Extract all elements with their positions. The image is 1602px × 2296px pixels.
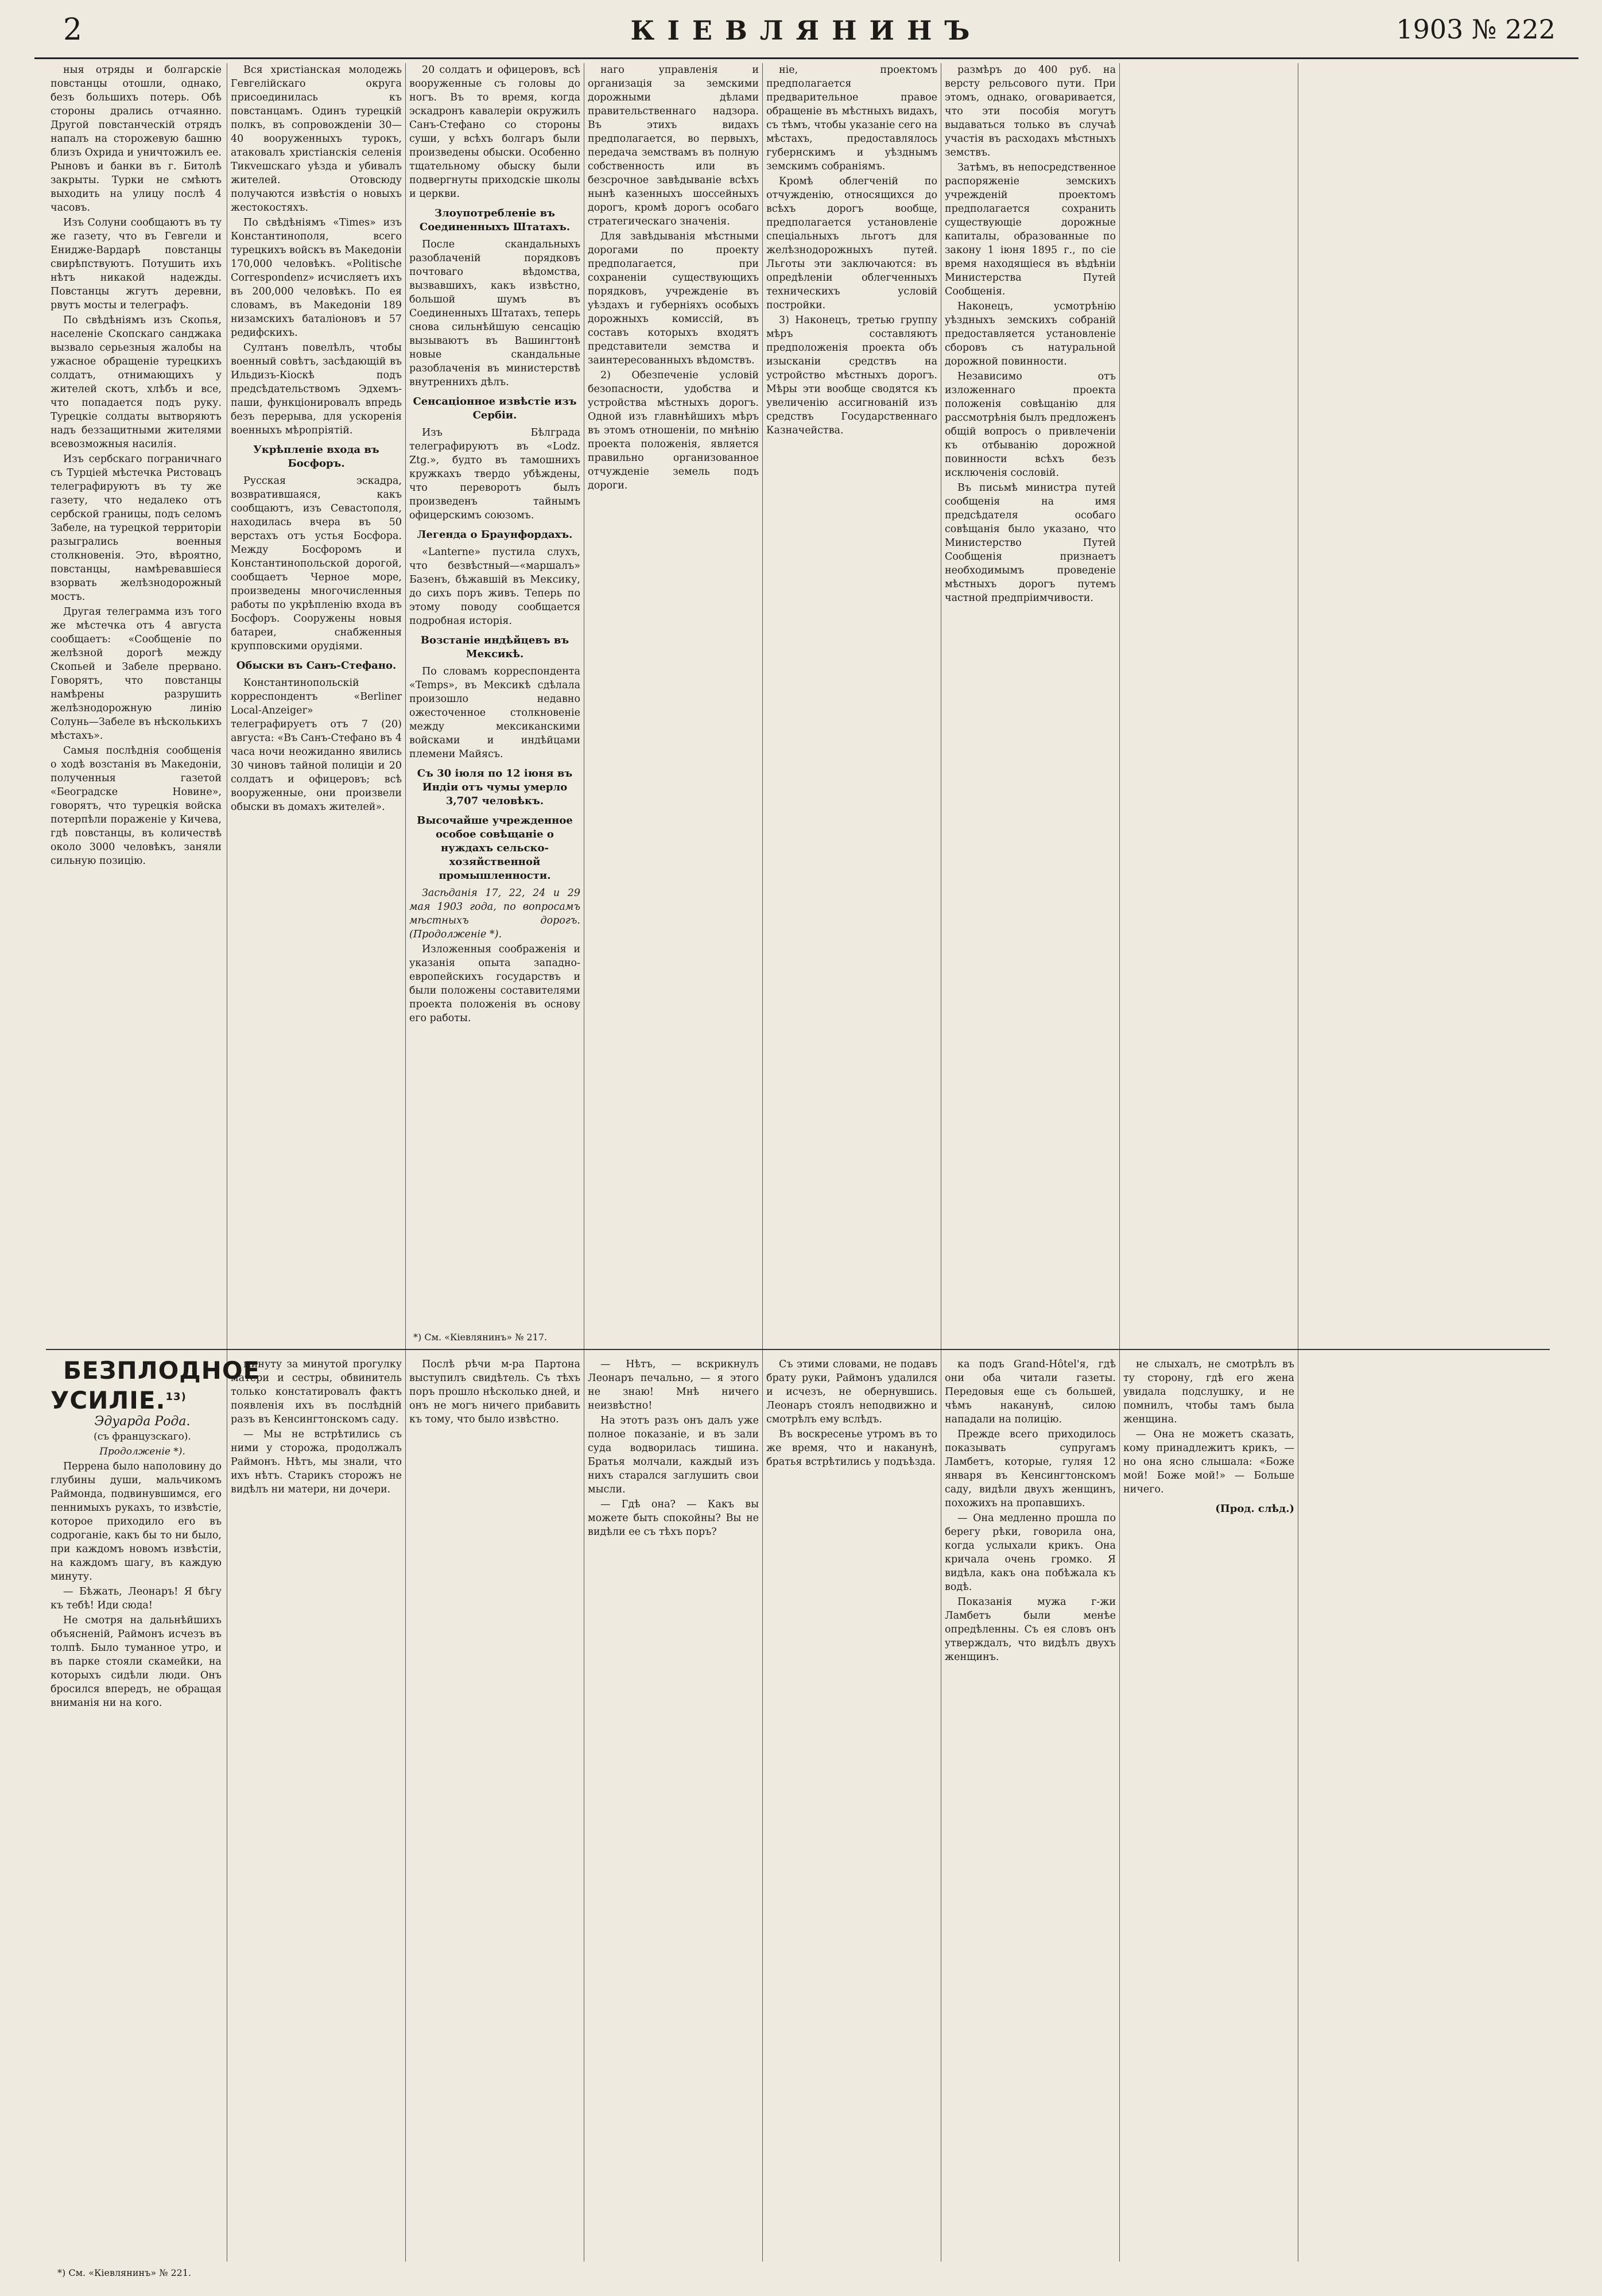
article-paragraph: Наконецъ, усмотрѣнію уѣздныхъ земскихъ собраній предоставляется установленіе сборовъ съ натуральной дорожной повинности. (945, 301, 1116, 367)
column-4 (588, 63, 759, 1340)
serial-continuation: Продолженіе *). (99, 1446, 185, 1457)
masthead (34, 0, 1578, 59)
council-heading: Высочайше учрежденное особое совѣщаніе о нуждахъ сельско-хозяйственной промышленности. (417, 815, 573, 882)
serial-end-mark: (Прод. слѣд.) (1215, 1503, 1294, 1515)
article-heading: Легенда о Браунфордахъ. (417, 529, 573, 541)
article-heading: Сенсаціонное извѣстіе изъ Сербіи. (413, 395, 577, 421)
serial-paragraph: Показанія мужа г-жи Ламбетъ были менѣе опредѣленны. Съ ея словъ онъ утверждалъ, что видѣлъ двухъ женщинъ. (945, 1596, 1116, 1663)
serial-paragraph: Послѣ рѣчи м-ра Партона выступилъ свидѣтель. Съ тѣхъ поръ прошло нѣсколько дней, и онъ не могъ ничего прибавить къ тому, что было извѣстно. (409, 1359, 580, 1425)
serial-paragraph: — Бѣжать, Леонаръ! Я бѣгу къ тебѣ! Иди сюда! (51, 1586, 222, 1611)
article-paragraph: 20 солдатъ и офицеровъ, всѣ вооруженные съ головы до ногъ. Въ то время, когда эскадронъ кавалеріи окружилъ Санъ-Стефано со стороны суши, у всѣхъ болгаръ были произведены обыски. Особенно тщательному обыску были подвергнуты приходскіе школы и церкви. (409, 64, 580, 200)
serial-column-4 (588, 1358, 759, 2262)
newspaper-title: КІЕВЛЯНИНЪ (630, 15, 983, 46)
serial-paragraph: Прежде всего приходилось показывать супругамъ Ламбетъ, которые, гуляя 12 января въ Кенсингтонскомъ саду, видѣли двухъ женщинъ, похожихъ на пропавшихъ. (945, 1429, 1116, 1509)
serial-paragraph: На этотъ разъ онъ далъ уже полное показаніе, и въ зали суда водворилась тишина. Братья молчали, каждый изъ нихъ старался заглушить свои мысли. (588, 1415, 759, 1495)
plague-notice: Съ 30 іюля по 12 іюня въ Индіи отъ чумы умерло 3,707 человѣкъ. (417, 767, 573, 807)
article-heading: Возстаніе индѣйцевъ въ Мексикѣ. (420, 634, 569, 660)
article-paragraph: Константинопольскій корреспондентъ «Berliner Local-Anzeiger» телеграфируетъ отъ 7 (20) августа: «Въ Санъ-Стефано въ 4 часа ночи неожиданно явились 30 чиновъ тайной полиціи и 20 солдатъ и офицеровъ; всѣ вооруженные, они произвели обыски въ домахъ жителей». (231, 677, 402, 813)
serial-paragraph: Перрена было наполовину до глубины души, мальчикомъ Раймонда, подвинувшимся, его пеннимыхъ рукахъ, то извѣстіе, которое приходило его въ содроганіе, какъ бы то ни было, при каждомъ новомъ извѣстіи, на каждомъ шагу, въ каждую минуту. (51, 1461, 222, 1583)
serial-paragraph: Съ этими словами, не подавъ брату руки, Раймонъ удалился и исчезъ, не обернувшись. Леонаръ стоялъ неподвижно и смотрѣлъ ему вслѣдъ. (766, 1359, 937, 1425)
article-paragraph: Изъ Бѣлграда телеграфируютъ въ «Lodz. Ztg.», будто въ тамошнихъ кружкахъ твердо убѣждены, что переворотъ былъ произведенъ тайнымъ офицерскимъ союзомъ. (409, 427, 580, 521)
article-paragraph: Изложенныя соображенія и указанія опыта западно-европейскихъ государствъ и были положены составителями проекта положенія въ основу его работы. (409, 944, 580, 1024)
council-subheading: Засѣданія 17, 22, 24 и 29 мая 1903 года, по вопросамъ мѣстныхъ дорогъ. (Продолженіе *). (409, 887, 580, 940)
serial-paragraph: Не смотря на дальнѣйшихъ объясненій, Раймонъ исчезъ въ толпѣ. Было туманное утро, и въ парке стояли скамейки, на которыхъ сидѣли люди. Онъ бросился впередъ, не обращая вниманія ни на кого. (51, 1615, 222, 1709)
article-heading: Укрѣпленіе входа въ Босфоръ. (253, 444, 379, 470)
serial-paragraph: — Она медленно прошла по берегу рѣки, говорила она, когда услыхали крикъ. Она кричала очень громко. Я видѣла, какъ она побѣжала къ водѣ. (945, 1512, 1116, 1593)
article-paragraph: По словамъ корреспондента «Temps», въ Мексикѣ сдѣлала произошло недавно ожесточенное столкновеніе между мексиканскими войсками и индѣйцами племени Майясъ. (409, 666, 580, 760)
serial-column-3 (409, 1358, 580, 2262)
article-paragraph: Султанъ повелѣлъ, чтобы военный совѣтъ, засѣдающій въ Ильдизъ-Кіоскѣ подъ предсѣдательствомъ Эдхемъ-паши, функціонировалъ впредь безъ перерыва, для ускоренія военныхъ мѣропріятій. (231, 342, 402, 436)
article-paragraph: Самыя послѣднія сообщенія о ходѣ возстанія въ Македоніи, полученныя газетой «Београдске Новине», говорятъ, что турецкія войска потерпѣли пораженіе у Кичева, гдѣ повстанцы, въ количествѣ около 3000 человѣкъ, заняли сильную позицію. (51, 745, 222, 867)
page-number: 2 (63, 13, 83, 47)
article-paragraph: По свѣдѣніямъ «Times» изъ Константинополя, всего турецкихъ войскъ въ Македоніи 170,000 человѣкъ. «Politische Correspondenz» исчисляетъ ихъ въ 200,000 человѣкъ. По ея словамъ, въ Македоніи 189 низамскихъ баталіоновъ и 57 редифскихъ. (231, 217, 402, 339)
serial-paragraph: — Мы не встрѣтились съ ними у сторожа, продолжалъ Раймонъ. Нѣтъ, мы знали, что ихъ нѣтъ. Старикъ сторожъ не видѣлъ ни матери, ни дочери. (231, 1429, 402, 1495)
article-paragraph: Изъ Солуни сообщаютъ въ ту же газету, что въ Гевгели и Енидже-Вардарѣ повстанцы свирѣпствуютъ. Потушить ихъ нѣтъ никакой надежды. Повстанцы жгутъ деревни, рвутъ мосты и телеграфъ. (51, 217, 222, 311)
year-issue: 1903 № 222 (1396, 14, 1556, 45)
article-paragraph: Русская эскадра, возвратившаяся, какъ сообщаютъ, изъ Севастополя, находилась вчера въ 50 верстахъ отъ устья Босфора. Между Босфоромъ и Константинопольской дорогой, сообщаетъ Черное море, произведены многочисленныя работы по укрѣпленію входа въ Босфоръ. Сооружены новыя батареи, снабженныя крупповскими орудіями. (231, 475, 402, 652)
column-6 (945, 63, 1116, 1340)
article-paragraph: По свѣдѣніямъ изъ Скопья, населеніе Скопскаго санджака вызвало серьезныя жалобы на ужасное обращеніе турецкихъ солдатъ, отнимающихъ у жителей скотъ, хлѣбъ и все, что попадается подъ руку. Турецкіе солдаты вытворяютъ надъ беззащитными жителями всевозможныя насилія. (51, 315, 222, 450)
serial-column-1 (51, 1356, 261, 2262)
article-paragraph: ныя отряды и болгарскіе повстанцы отошли, однако, безъ большихъ потерь. Обѣ стороны дрались отчаянно. Другой повстанческій отрядъ напалъ на сторожевую башню близъ Охрида и уничтожилъ ее. Рыновъ и банки въ г. Битолѣ закрыты. Турки не смѣютъ выходить на улицу послѣ 4 часовъ. (51, 64, 222, 214)
serial-paragraph: — Нѣтъ, — вскрикнулъ Леонаръ печально, — я этого не знаю! Мнѣ ничего неизвѣстно! (588, 1359, 759, 1411)
serial-paragraph: — Гдѣ она? — Какъ вы можете быть спокойны? Вы не видѣли ее съ тѣхъ поръ? (588, 1499, 759, 1538)
serial-paragraph: ка подъ Grand-Hôtel'я, гдѣ они оба читали газеты. Передовыя еще съ большей, чѣмъ наканунѣ, силою нападали на полицію. (945, 1359, 1116, 1425)
column-rule (1119, 63, 1120, 2262)
feuilleton-divider (46, 1349, 1550, 1350)
article-paragraph: «Lanterne» пустила слухъ, что безвѣстный—«маршалъ» Базенъ, бѣжавшій въ Мексику, до сихъ поръ живъ. Теперь по этому поводу сообщается подробная исторія. (409, 546, 580, 627)
column-7 (1123, 63, 1294, 1340)
column-3 (409, 63, 580, 1340)
article-paragraph: Для завѣдыванія мѣстными дорогами по проекту предполагается, при сохраненіи существующихъ порядковъ, учрежденіе въ уѣздахъ и губерніяхъ особыхъ дорожныхъ комиссій, въ составъ которыхъ входятъ представители земства и заинтересованныхъ вѣдомствъ. (588, 231, 759, 366)
serial-column-6 (945, 1358, 1116, 2262)
article-paragraph: Другая телеграмма изъ того же мѣстечка отъ 4 августа сообщаетъ: «Сообщеніе по желѣзной дорогѣ между Скопьей и Забеле прервано. Говорятъ, что повстанцы намѣрены разрушить желѣзнодорожную линію Солунь—Забеле въ нѣсколькихъ мѣстахъ». (51, 606, 222, 742)
serial-footnote: *) См. «Кіевлянинъ» № 221. (57, 2267, 192, 2278)
article-paragraph: После скандальныхъ разоблаченій порядковъ почтоваго вѣдомства, вызвавшихъ, какъ извѣстно, большой шумъ въ Соединенныхъ Штатахъ, теперь снова сильнѣйшую сенсацію вызываютъ въ Вашингтонѣ новые скандальные разоблаченія въ министерствѣ внутреннихъ дѣлъ. (409, 239, 580, 388)
serial-author: Эдуарда Рода. (94, 1414, 191, 1429)
article-paragraph: Независимо отъ изложеннаго проекта положенія совѣщанію для рассмотрѣнія былъ предложенъ общій вопросъ о привлеченіи къ отбыванію дорожной повинности всѣхъ безъ исключенія сословій. (945, 371, 1116, 479)
column-rule (405, 63, 406, 2262)
serial-translation: (съ французскаго). (94, 1431, 191, 1442)
serial-column-2 (231, 1358, 402, 2262)
column-rule (762, 63, 763, 2262)
article-paragraph: размѣръ до 400 руб. на версту рельсового пути. При этомъ, однако, оговаривается, что эти пособія могутъ выдаваться только въ случаѣ участія въ расходахъ мѣстныхъ земствъ. (945, 64, 1116, 158)
serial-column-7 (1123, 1358, 1294, 2262)
council-footnote: *) См. «Кіевлянинъ» № 217. (413, 1332, 548, 1343)
column-5 (766, 63, 937, 1340)
article-heading: Обыски въ Санъ-Стефано. (236, 660, 397, 672)
article-heading: Злоупотребленіе въ Соединенныхъ Штатахъ. (419, 207, 571, 233)
column-1 (51, 63, 222, 1340)
article-paragraph: 3) Наконецъ, третью группу мѣръ составляютъ предположенія проекта объ изысканіи средствъ на устройство мѣстныхъ дорогъ. Мѣры эти вообще сводятся къ увеличенію ассигнованій изъ средствъ Государственнаго Казначейства. (766, 315, 937, 436)
article-paragraph: наго управленія и организація за земскими дорожными дѣлами правительственнаго надзора. Въ этихъ видахъ предполагается, во первыхъ, передача земствамъ въ полную собственность или въ безсрочное завѣдываніе всѣхъ нынѣ казенныхъ шоссейныхъ дорогъ, кромѣ дорогъ особаго стратегическаго значенія. (588, 64, 759, 227)
article-paragraph: Затѣмъ, въ непосредственное распоряженіе земскихъ учрежденій проектомъ предполагается сохранить существующіе дорожные капиталы, образованные по закону 1 іюня 1895 г., по сіе время находящіеся въ вѣдѣніи Министерства Путей Сообщенія. (945, 162, 1116, 297)
column-2 (231, 63, 402, 1340)
serial-column-5 (766, 1358, 937, 2262)
serial-title: БЕЗПЛОДНОЕ УСИЛІЕ.$^{13)}$ (51, 1356, 261, 1414)
article-paragraph: 2) Обезпеченіе условій безопасности, удобства и устройства мѣстныхъ дорогъ. Одной изъ главнѣйшихъ мѣръ въ этомъ отношеніи, по мнѣнію проекта положенія, является правильно организованное отчужденіе земель подъ дороги. (588, 370, 759, 491)
article-paragraph: Въ письмѣ министра путей сообщенія на имя предсѣдателя особаго совѣщанія было указано, что Министерство Путей Сообщенія признаетъ необходимымъ проведеніе мѣстныхъ дорогъ путемъ частной предпріимчивости. (945, 482, 1116, 604)
serial-paragraph: минуту за минутой прогулку матери и сестры, обвинитель только констатировалъ фактъ появленія ихъ въ послѣдній разъ въ Кенсингтонскомъ саду. (231, 1359, 402, 1425)
article-paragraph: Изъ сербскаго пограничнаго съ Турціей мѣстечка Ристовацъ телеграфируютъ въ ту же газету, что недалеко отъ сербской границы, подъ селомъ Забеле, на турецкой территоріи разыгрались военныя столкновенія. Это, вѣроятно, повстанцы, намѣревавшіеся взорвать желѣзнодорожный мостъ. (51, 453, 222, 603)
article-paragraph: Кромѣ облегченій по отчужденію, относящихся до всѣхъ дорогъ вообще, предполагается установленіе спеціальныхъ льготъ для желѣзнодорожныхъ путей. Льготы эти заключаются: въ опредѣленіи облегченныхъ техническихъ условій постройки. (766, 176, 937, 311)
serial-paragraph: Въ воскресенье утромъ въ то же время, что и наканунѣ, братья встрѣтились у подъѣзда. (766, 1429, 937, 1468)
article-paragraph: Вся христіанская молодежь Гевгелійскаго округа присоединилась къ повстанцамъ. Одинъ турецкій полкъ, въ сопровожденіи 30—40 вооруженныхъ турокъ, атаковалъ христіанскія селенія Тикveшскаго уѣзда и убивалъ жителей. Отовсюду получаются извѣстія о новыхъ жестокостяхъ. (231, 64, 402, 214)
serial-paragraph: не слыхалъ, не смотрѣлъ въ ту сторону, гдѣ его жена увидала подслушку, и не помнилъ, чтобы тамъ была женщина. (1123, 1359, 1294, 1425)
article-paragraph: ніе, проектомъ предполагается предварительное правое обращеніе въ мѣстныхъ видахъ, съ тѣмъ, чтобы указаніе сего на мѣстахъ, предоставлялось губернскимъ и уѣзднымъ земскимъ собраніямъ. (766, 64, 937, 172)
serial-paragraph: — Она не можетъ сказать, кому принадлежитъ крикъ, — но она ясно слышала: «Боже мой! Боже мой!» — Больше ничего. (1123, 1429, 1294, 1495)
